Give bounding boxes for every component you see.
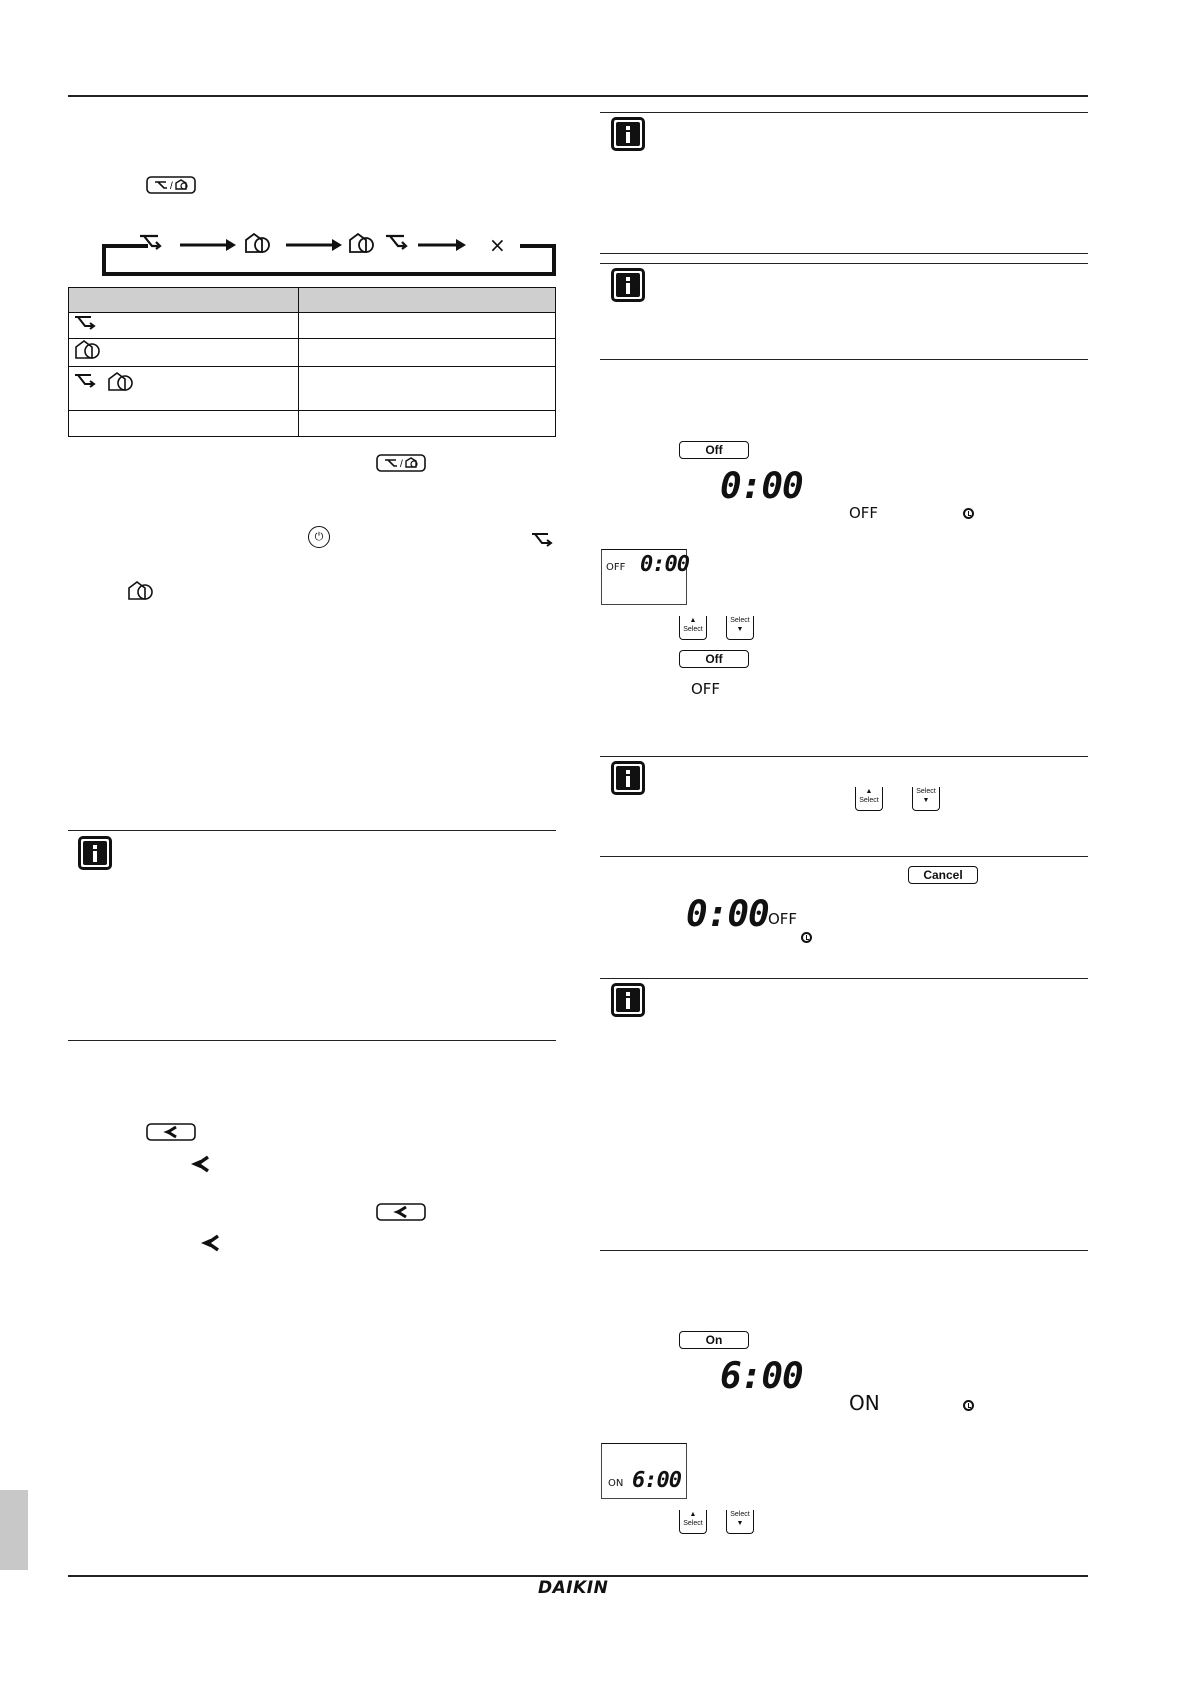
table-header-cell: [299, 288, 556, 313]
lcd-time: 0:00: [640, 552, 689, 577]
lcd-screen-on: [601, 1443, 687, 1499]
cancel-button[interactable]: Cancel: [908, 866, 978, 884]
swing-flap-icon-2: [386, 236, 406, 249]
swing-plus-comfort-icon: [73, 371, 143, 393]
comfort-airflow-icon: [126, 580, 160, 607]
on-indicator: ON: [849, 1391, 880, 1415]
comfort-airflow-icon: [73, 339, 107, 361]
table-header: [69, 288, 556, 313]
comfort-airflow-icon-2: [350, 234, 373, 252]
mode-sequence-diagram: [100, 228, 560, 278]
note-rule-top: [600, 112, 1088, 113]
table-row: [69, 367, 556, 411]
note-rule-top: [600, 756, 1088, 757]
powerful-button-icon: [376, 1203, 426, 1226]
swing-lock-button-icon: [376, 454, 426, 472]
lcd-screen-off: [601, 549, 687, 605]
note-rule-top: [68, 830, 556, 831]
swing-flap-icon: [530, 530, 558, 555]
power-button-icon: ⏻: [308, 526, 330, 548]
off-indicator: OFF: [691, 680, 721, 698]
off-indicator: OFF: [768, 910, 798, 928]
lcd-off-label: OFF: [606, 562, 626, 573]
timer-display-time: 0:00: [686, 894, 769, 935]
table-header-cell: [69, 288, 299, 313]
comfort-airflow-icon: [246, 234, 269, 252]
note-rule-bottom: [600, 253, 1088, 254]
clock-icon: [963, 508, 974, 519]
note-rule-bottom: [600, 1250, 1088, 1251]
table-row: [69, 411, 556, 437]
note-rule-bottom: [600, 856, 1088, 857]
powerful-icon: [200, 1234, 224, 1257]
select-down-button[interactable]: Select ▼: [726, 616, 754, 640]
timer-display-time: 0:00: [720, 466, 803, 507]
cancel-x-icon: ×: [489, 233, 506, 257]
clock-icon: [801, 932, 812, 943]
brand-logo: DAIKIN: [538, 1578, 609, 1598]
lcd-time: 6:00: [632, 1468, 681, 1493]
off-timer-button[interactable]: Off: [679, 650, 749, 668]
header-rule: [68, 95, 1088, 97]
info-icon: [611, 117, 645, 151]
on-timer-button[interactable]: On: [679, 1331, 749, 1349]
select-up-button[interactable]: ▲ Select: [679, 616, 707, 640]
clock-icon: [963, 1400, 974, 1411]
note-rule-bottom: [600, 359, 1088, 360]
off-timer-button[interactable]: Off: [679, 441, 749, 459]
svg-text:/: /: [400, 459, 403, 470]
note-rule-bottom: [68, 1040, 556, 1041]
footer-rule: [68, 1575, 1088, 1577]
info-icon: [78, 836, 112, 870]
page-side-tab: [0, 1490, 28, 1570]
table-row: [69, 313, 556, 339]
off-indicator: OFF: [849, 504, 879, 522]
mode-table: [68, 287, 556, 437]
note-rule-top: [600, 978, 1088, 979]
select-down-button[interactable]: Select ▼: [912, 787, 940, 811]
powerful-icon: [190, 1155, 214, 1178]
info-icon: [611, 983, 645, 1017]
timer-display-time: 6:00: [720, 1356, 803, 1397]
svg-text:/: /: [170, 181, 173, 192]
select-up-button[interactable]: ▲ Select: [855, 787, 883, 811]
swing-lock-button-icon: [146, 176, 196, 194]
powerful-button-icon: [146, 1123, 196, 1146]
select-down-button[interactable]: Select ▼: [726, 1510, 754, 1534]
select-up-button[interactable]: ▲ Select: [679, 1510, 707, 1534]
note-rule-top: [600, 263, 1088, 264]
swing-flap-icon: [73, 313, 103, 333]
info-icon: [611, 268, 645, 302]
info-icon: [611, 761, 645, 795]
lcd-on-label: ON: [608, 1478, 624, 1489]
table-row: [69, 339, 556, 367]
